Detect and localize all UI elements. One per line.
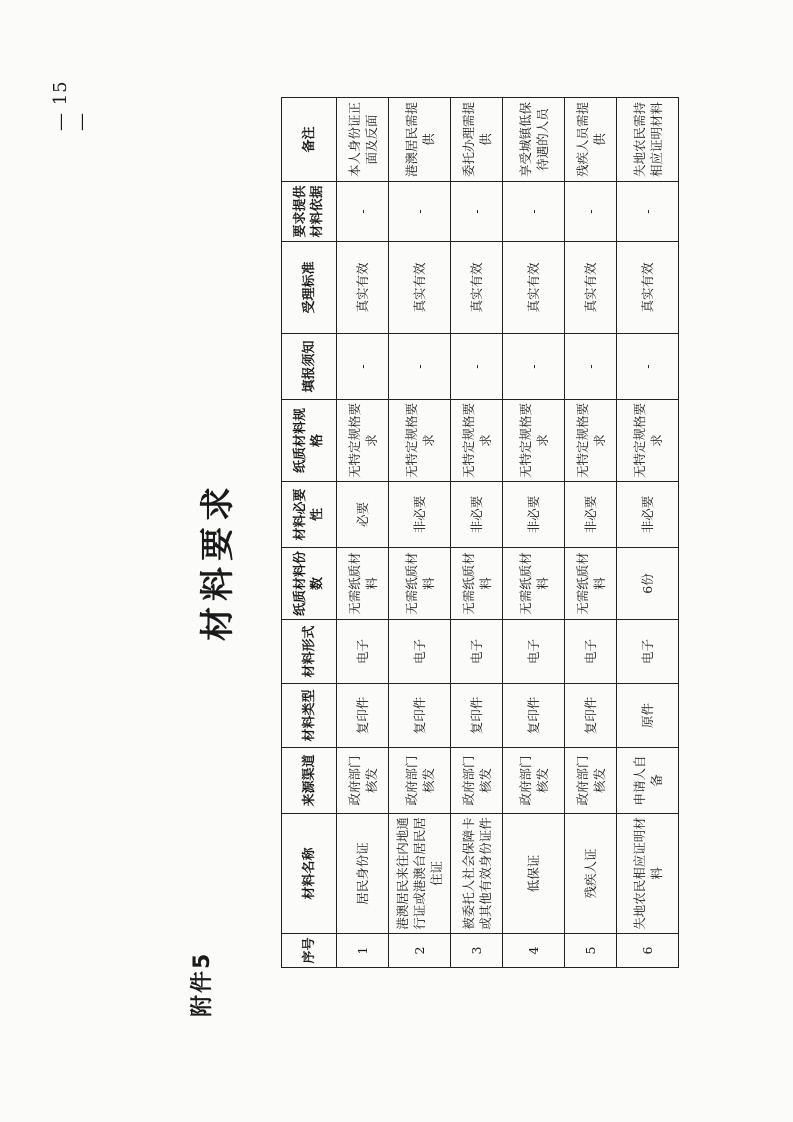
table-cell: -: [617, 182, 679, 242]
table-cell: 4: [503, 934, 565, 968]
table-cell: 电子: [389, 620, 451, 684]
table-cell: 非必要: [389, 482, 451, 548]
header-cell: 材料名称: [282, 814, 337, 934]
table-row: [337, 98, 389, 968]
table-cell: -: [389, 334, 451, 400]
table-cell: -: [503, 334, 565, 400]
table-cell: 无特定规格要求: [337, 400, 389, 482]
table-cell: 政府部门核发: [451, 748, 503, 814]
table-cell: -: [337, 182, 389, 242]
table-cell: 电子: [451, 620, 503, 684]
table-cell: 居民身份证: [337, 814, 389, 934]
header-cell: 要求提供材料依据: [282, 182, 337, 242]
document-title: 材料要求: [198, 481, 238, 641]
table-cell: 失地农民相应证明材料: [617, 814, 679, 934]
table-cell: 电子: [503, 620, 565, 684]
requirements-table: [281, 97, 679, 968]
table-cell: 无需纸质材料: [337, 548, 389, 620]
table-cell: 电子: [617, 620, 679, 684]
table-cell: -: [451, 182, 503, 242]
table-cell: 享受城镇低保待遇的人员: [503, 98, 565, 182]
header-cell: 备注: [282, 98, 337, 182]
table-cell: 政府部门核发: [565, 748, 617, 814]
table-header-row: [282, 98, 337, 968]
table-cell: -: [565, 182, 617, 242]
table-cell: 真实有效: [451, 242, 503, 334]
table-cell: 3: [451, 934, 503, 968]
table-cell: 无特定规格要求: [451, 400, 503, 482]
header-cell: 材料类型: [282, 684, 337, 748]
table-cell: 无特定规格要求: [503, 400, 565, 482]
header-cell: 材料必要性: [282, 482, 337, 548]
table-cell: 真实有效: [337, 242, 389, 334]
header-cell: 纸质材料规格: [282, 400, 337, 482]
header-cell: 纸质材料份数: [282, 548, 337, 620]
table-row: [451, 98, 503, 968]
table-cell: 复印件: [503, 684, 565, 748]
table-cell: 无需纸质材料: [389, 548, 451, 620]
table-cell: 真实有效: [617, 242, 679, 334]
table-cell: 6: [617, 934, 679, 968]
table-cell: 1: [337, 934, 389, 968]
table-row: [617, 98, 679, 968]
table-cell: 电子: [565, 620, 617, 684]
table-cell: 无需纸质材料: [451, 548, 503, 620]
table-cell: 申请人自备: [617, 748, 679, 814]
table-cell: 港澳居民需提供: [389, 98, 451, 182]
table-cell: 复印件: [389, 684, 451, 748]
rotated-content: [47, 61, 747, 1061]
page-number: — 15 —: [50, 80, 92, 131]
table-cell: 残疾人证: [565, 814, 617, 934]
header-cell: 材料形式: [282, 620, 337, 684]
table-cell: -: [565, 334, 617, 400]
table-cell: 无需纸质材料: [565, 548, 617, 620]
table-cell: -: [337, 334, 389, 400]
table-cell: 6份: [617, 548, 679, 620]
table-cell: -: [389, 182, 451, 242]
table-cell: 本人身份证正面及反面: [337, 98, 389, 182]
table-cell: -: [503, 182, 565, 242]
table-cell: 无需纸质材料: [503, 548, 565, 620]
table-cell: 真实有效: [503, 242, 565, 334]
table-cell: 非必要: [451, 482, 503, 548]
attachment-label: 附件5: [190, 951, 215, 1017]
table-cell: 非必要: [617, 482, 679, 548]
table-cell: 真实有效: [389, 242, 451, 334]
table-cell: 必要: [337, 482, 389, 548]
table-cell: 残疾人员需提供: [565, 98, 617, 182]
table-cell: 电子: [337, 620, 389, 684]
table-row: [503, 98, 565, 968]
table-cell: 被委托人社会保障卡或其他有效身份证件: [451, 814, 503, 934]
table-cell: 2: [389, 934, 451, 968]
table-row: [389, 98, 451, 968]
table-cell: 无特定规格要求: [617, 400, 679, 482]
header-cell: 序号: [282, 934, 337, 968]
table-cell: 低保证: [503, 814, 565, 934]
table-cell: 无特定规格要求: [389, 400, 451, 482]
table-cell: 政府部门核发: [337, 748, 389, 814]
table-row: [565, 98, 617, 968]
table-cell: 政府部门核发: [389, 748, 451, 814]
table-cell: 复印件: [451, 684, 503, 748]
table-cell: 非必要: [503, 482, 565, 548]
table-cell: 港澳居民来往内地通行证或港澳台居民居住证: [389, 814, 451, 934]
table-cell: 非必要: [565, 482, 617, 548]
table-cell: 真实有效: [565, 242, 617, 334]
table-cell: 政府部门核发: [503, 748, 565, 814]
header-cell: 受理标准: [282, 242, 337, 334]
table-cell: 原件: [617, 684, 679, 748]
table-cell: -: [617, 334, 679, 400]
header-cell: 填报须知: [282, 334, 337, 400]
header-cell: 来源渠道: [282, 748, 337, 814]
table-cell: 复印件: [565, 684, 617, 748]
table-cell: 复印件: [337, 684, 389, 748]
table-cell: 失地农民需持相应证明材料: [617, 98, 679, 182]
table-cell: 5: [565, 934, 617, 968]
table-cell: -: [451, 334, 503, 400]
table-cell: 委托办理需提供: [451, 98, 503, 182]
table-cell: 无特定规格要求: [565, 400, 617, 482]
